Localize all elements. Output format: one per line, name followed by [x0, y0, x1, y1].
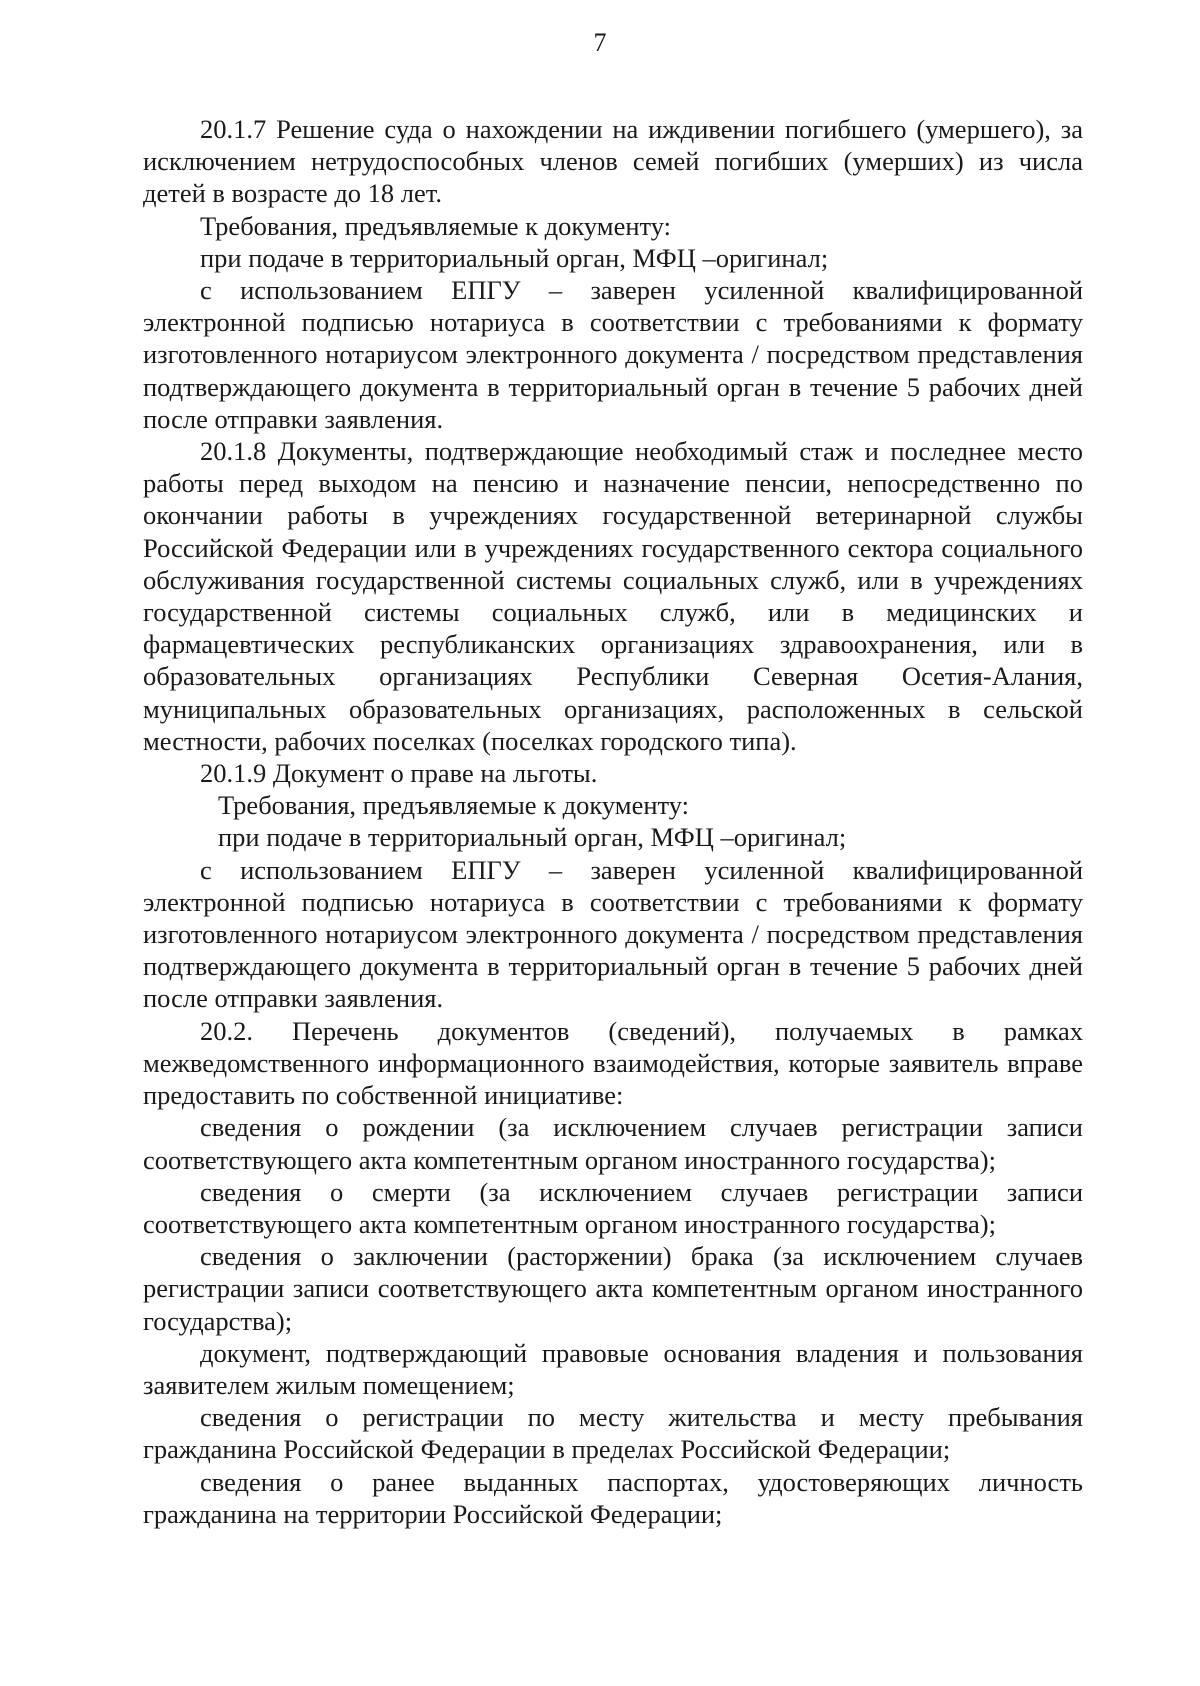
- paragraph-marriage-info: сведения о заключении (расторжении) брака (за исключением случаев регистрации записи соответствующего акта компетентным органом иностранного государства);: [143, 1241, 1083, 1336]
- paragraph-registration-info: сведения о регистрации по месту жительства и месту пребывания гражданина Российской Федерации в пределах Российской Федерации;: [143, 1402, 1083, 1465]
- paragraph-birth-info: сведения о рождении (за исключением случаев регистрации записи соответствующего акта компетентным органом иностранного государства);: [143, 1112, 1083, 1175]
- paragraph-20-1-8: 20.1.8 Документы, подтверждающие необходимый стаж и последнее место работы перед выходом на пенсию и назначение пенсии, непосредственно по окончании работы в учреждениях государственной ветеринарной службы Российской Федерации или в учреждениях государственного сектора социального обслуживания государственной системы социальных служб, или в учреждениях государственной системы социальных служб, или в медицинских и фармацевтических республиканских организациях здравоохранения, или в образовательных организациях Республики Северная Осетия-Алания, муниципальных образовательных организациях, расположенных в сельской местности, рабочих поселках (поселках городского типа).: [143, 436, 1083, 756]
- paragraph-death-info: сведения о смерти (за исключением случаев регистрации записи соответствующего акта компетентным органом иностранного государства);: [143, 1176, 1083, 1239]
- paragraph-submission-original: при подаче в территориальный орган, МФЦ –оригинал;: [200, 242, 829, 273]
- paragraph-submission-original-2: при подаче в территориальный орган, МФЦ –оригинал;: [218, 822, 847, 853]
- paragraph-requirements-heading-2: Требования, предъявляемые к документу:: [218, 790, 690, 821]
- paragraph-epgu-requirements: с использованием ЕПГУ – заверен усиленной квалифицированной электронной подписью нотариуса в соответствии с требованиями к формату изготовленного нотариусом электронного документа / посредством представления подтверждающего документа в территориальный орган в течение 5 рабочих дней после отправки заявления.: [143, 275, 1083, 434]
- paragraph-requirements-heading: Требования, предъявляемые к документу:: [200, 210, 672, 241]
- paragraph-passport-info: сведения о ранее выданных паспортах, удостоверяющих личность гражданина на территории Российской Федерации;: [143, 1466, 1083, 1529]
- paragraph-epgu-requirements-2: с использованием ЕПГУ – заверен усиленной квалифицированной электронной подписью нотариуса в соответствии с требованиями к формату изготовленного нотариусом электронного документа / посредством представления подтверждающего документа в территориальный орган в течение 5 рабочих дней после отправки заявления.: [143, 854, 1083, 1014]
- paragraph-housing-document: документ, подтверждающий правовые основания владения и пользования заявителем жилым помещением;: [143, 1337, 1083, 1400]
- paragraph-20-1-7: 20.1.7 Решение суда о нахождении на иждивении погибшего (умершего), за исключением нетрудоспособных членов семей погибших (умерших) из числа детей в возрасте до 18 лет.: [143, 114, 1083, 209]
- document-body: [143, 113, 1083, 1530]
- paragraph-20-2: 20.2. Перечень документов (сведений), получаемых в рамках межведомственного информационного взаимодействия, которые заявитель вправе предоставить по собственной инициативе:: [143, 1015, 1083, 1111]
- paragraph-20-1-9: 20.1.9 Документ о праве на льготы.: [200, 758, 598, 789]
- page-number: 7: [593, 28, 607, 57]
